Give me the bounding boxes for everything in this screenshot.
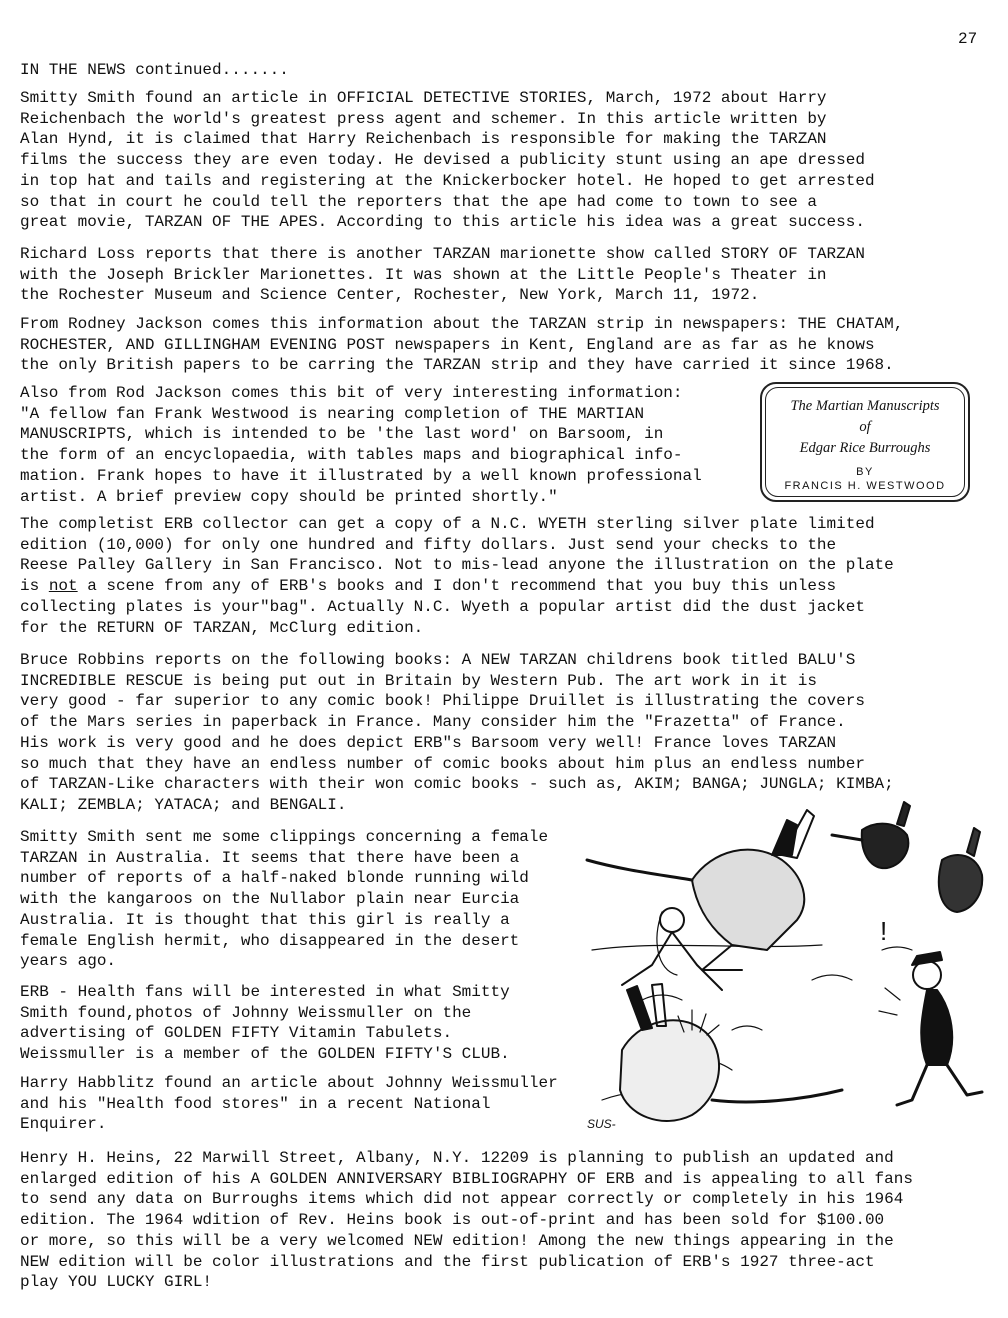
- section-heading: IN THE NEWS continued.......: [20, 61, 289, 79]
- paragraph-heins-bibliography: Henry H. Heins, 22 Marwill Street, Albany, N.Y. 12209 is planning to publish an updated and enlarged edition of his A GOLDEN ANNIVERSARY BIBLIOGRAPHY OF ERB and is appealing to all fans to send any data on Burroughs items which did not appear correctly or completely in his 1964 edition. The 1964 wdition of Rev. Heins book is out-of-print and has been sold for $100.00 or more, so this will be a very welcomed NEW edition! Among the new things appearing in the NEW edition will be color illustrations and the first publication of ERB's 1927 three-act play YOU LUCKY GIRL!: [20, 1149, 913, 1292]
- wyeth-text-a: The completist ERB collector can get a copy of a N.C. WYETH sterling silver plate limited edition (10,000) for only one hundred and fifty dollars. Just send your checks to the Reese Palley Gallery in San Francisco. Not to mis-lead anyone the illustration on the plate is: [20, 515, 894, 596]
- page-number: 27: [958, 30, 978, 48]
- paragraph-wyeth-plate: [20, 514, 894, 638]
- paragraph-health-fans: ERB - Health fans will be interested in what Smitty Smith found,photos of Johnny Weissmuller on the advertising of GOLDEN FIFTY Vitamin Tabulets. Weissmuller is a member of the GOLDEN FIFTY'S CLUB.: [20, 983, 510, 1064]
- book-title-box: [760, 382, 970, 502]
- title-line-3: Edgar Rice Burroughs: [799, 440, 931, 456]
- title-by: BY: [856, 466, 874, 478]
- title-author: FRANCIS H. WESTWOOD: [784, 480, 946, 492]
- paragraph-martian-manuscripts: Also from Rod Jackson comes this bit of very interesting information: "A fellow fan Frank Westwood is nearing completion of THE MARTIAN MANUSCRIPTS, which is intended to be 'the last word' on Barsoom, in the form of an encyclopaedia, with tables maps and biographical info- mation. Frank hopes to have it illustrated by a well known professional artist. A brief preview copy should be printed shortly.": [20, 384, 702, 506]
- title-line-2: of: [859, 419, 871, 435]
- paragraph-marionette: Richard Loss reports that there is another TARZAN marionette show called STORY OF TARZAN with the Joseph Brickler Marionettes. It was shown at the Little People's Theater in the Rochester Museum and Science Center, Rochester, New York, March 11, 1972.: [20, 245, 865, 305]
- paragraph-health-food: Harry Habblitz found an article about Johnny Weissmuller and his "Health food stores" in a recent National Enquirer.: [20, 1074, 558, 1134]
- title-line-1: The Martian Manuscripts: [790, 398, 940, 414]
- paragraph-reichenbach: Smitty Smith found an article in OFFICIAL DETECTIVE STORIES, March, 1972 about Harry Reichenbach the world's greatest press agent and schemer. In this article written by Alan Hynd, it is claimed that Harry Reichenbach is responsible for making the TARZAN films the success they are even today. He devised a publicity stunt using an ape dressed in top hat and tails and registering at the Knickerbocker hotel. He hoped to get arrested so that in court he could tell the reporters that the ape had come to town to see a great movie, TARZAN OF THE APES. According to this article his idea was a great success.: [20, 89, 875, 232]
- svg-text:!: !: [880, 916, 888, 946]
- paragraph-female-tarzan: Smitty Smith sent me some clippings concerning a female TARZAN in Australia. It seems that there have been a number of reports of a half-naked blonde running wild with the kangaroos on the Nullabor plain near Eurcia Australia. It is thought that this girl is really a female English hermit, who disappeared in the desert years ago.: [20, 828, 549, 971]
- kangaroo-cartoon-illustration: [582, 800, 987, 1140]
- wyeth-text-underlined: not: [48, 577, 78, 596]
- paragraph-newspapers: From Rodney Jackson comes this information about the TARZAN strip in newspapers: THE CHATAM, ROCHESTER, AND GILLINGHAM EVENING POST newspapers in Kent, England are as far as he knows the only British papers to be carring the TARZAN strip and they have carried it since 1968.: [20, 315, 904, 375]
- illustration-signature: SUS-: [587, 1117, 616, 1131]
- paragraph-robbins-books: Bruce Robbins reports on the following books: A NEW TARZAN childrens book titled BALU'S INCREDIBLE RESCUE is being put out in Britain by Western Pub. The art work in it is very good - far superior to any comic book! Philippe Druillet is illustrating the covers of the Mars series in paperback in France. Many consider him the "Frazetta" of France. His work is very good and he does depict ERB"s Barsoom very well! France loves TARZAN so much that they have an endless number of comic books about him plus an endless number of TARZAN-Like characters with their won comic books - such as, AKIM; BANGA; JUNGLA; KIMBA; KALI; ZEMBLA; YATACA; and BENGALI.: [20, 651, 894, 814]
- wyeth-text-b: a scene from any of ERB's books and I don't recommend that you buy this unless collecting plates is your"bag". Actually N.C. Wyeth a popular artist did the dust jacket for the RETURN OF TARZAN, McClurg edition.: [20, 577, 865, 637]
